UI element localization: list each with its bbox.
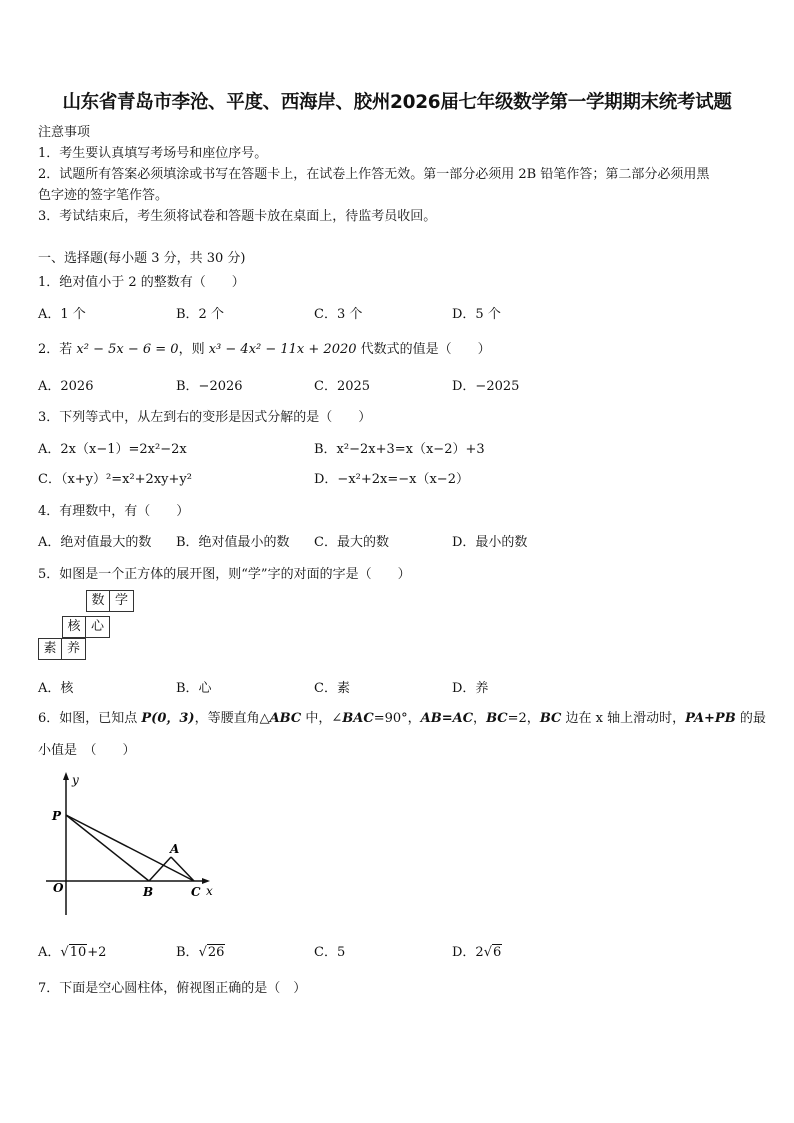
q3-option-c: C．（x+y）²=x²+2xy+y² bbox=[38, 472, 192, 487]
label-x: x bbox=[206, 884, 213, 898]
notice-item: 色字迹的签字笔作答。 bbox=[38, 188, 169, 203]
net-cell-xin: 心 bbox=[86, 616, 110, 638]
net-row bbox=[62, 616, 110, 638]
label-b: B bbox=[143, 885, 154, 899]
sqrt-sign: √ bbox=[483, 945, 492, 960]
label-o: O bbox=[53, 881, 64, 895]
label-y: y bbox=[72, 773, 79, 787]
coordinate-figure bbox=[38, 770, 228, 920]
q6-option-b: B．√26 bbox=[176, 945, 225, 960]
net-cell-xue: 学 bbox=[110, 590, 134, 612]
q2-option-b: B．−2026 bbox=[176, 379, 243, 394]
segment-ac bbox=[171, 857, 194, 881]
q6-option-c: C．5 bbox=[314, 945, 346, 960]
q4-option-b: B．绝对值最小的数 bbox=[176, 535, 290, 550]
q1-option-c: C．3 个 bbox=[314, 307, 363, 322]
net-cell bbox=[86, 590, 134, 612]
q4-option-d: D．最小的数 bbox=[452, 535, 528, 550]
net-cell-su: 素 bbox=[38, 638, 62, 660]
q5-option-d: D．养 bbox=[452, 681, 489, 696]
notice-item: 1．考生要认真填写考场号和座位序号。 bbox=[38, 146, 268, 161]
question-4-stem: 4．有理数中，有（ ） bbox=[38, 504, 190, 519]
notice-item: 2．试题所有答案必须填涂或书写在答题卡上，在试卷上作答无效。第一部分必须用 2B 铅笔作答；第二部分必须用黑 bbox=[38, 167, 710, 182]
q2-option-a: A．2026 bbox=[38, 379, 94, 394]
q1-option-a: A．1 个 bbox=[38, 307, 86, 322]
q5-option-a: A．核 bbox=[38, 681, 74, 696]
segment-ba bbox=[149, 857, 171, 881]
question-6-stem: 6．如图，已知点 P(0，3)，等腰直角△ABC 中，∠BAC=90°，AB=AC，BC=2，BC 边在 x 轴上滑动时，PA+PB 的最 bbox=[38, 711, 766, 726]
expression: x³ − 4x² − 11x + 2020 bbox=[208, 342, 357, 357]
q6-option-a: A．√10+2 bbox=[38, 945, 107, 960]
segment-pb bbox=[66, 815, 149, 881]
q3-option-b: B．x²−2x+3=x（x−2）+3 bbox=[314, 442, 485, 457]
q1-option-d: D．5 个 bbox=[452, 307, 501, 322]
question-1-stem: 1．绝对值小于 2 的整数有（ ） bbox=[38, 275, 245, 290]
label-p: P bbox=[52, 809, 62, 823]
notice-item: 3．考试结束后，考生须将试卷和答题卡放在桌面上，待监考员收回。 bbox=[38, 209, 437, 224]
q1-option-b: B．2 个 bbox=[176, 307, 224, 322]
cube-net-figure bbox=[38, 590, 138, 662]
q2-option-c: C．2025 bbox=[314, 379, 371, 394]
y-arrow bbox=[63, 772, 69, 780]
sqrt-sign: √ bbox=[60, 945, 69, 960]
question-6-stem-cont: 小值是 （ ） bbox=[38, 743, 136, 758]
question-7-stem: 7．下面是空心圆柱体，俯视图正确的是（ ） bbox=[38, 981, 307, 996]
notice-heading: 注意事项 bbox=[38, 125, 91, 140]
q5-option-b: B．心 bbox=[176, 681, 212, 696]
net-row bbox=[38, 638, 86, 660]
question-5-stem: 5．如图是一个正方体的展开图，则“学”字的对面的字是（ ） bbox=[38, 567, 411, 582]
q5-option-c: C．素 bbox=[314, 681, 350, 696]
question-2-stem: 2．若 x² − 5x − 6 = 0，则 x³ − 4x² − 11x + 2020 代数式的值是（ ） bbox=[38, 342, 491, 357]
q4-option-c: C．最大的数 bbox=[314, 535, 389, 550]
q4-option-a: A．绝对值最大的数 bbox=[38, 535, 152, 550]
question-3-stem: 3．下列等式中，从左到右的变形是因式分解的是（ ） bbox=[38, 410, 372, 425]
net-cell-shu: 数 bbox=[86, 590, 110, 612]
q6-option-d: D．2√6 bbox=[452, 945, 502, 960]
q3-option-d: D．−x²+2x=−x（x−2） bbox=[314, 472, 469, 487]
label-c: C bbox=[191, 885, 201, 899]
q3-option-a: A．2x（x−1）=2x²−2x bbox=[38, 442, 187, 457]
label-a: A bbox=[170, 842, 180, 856]
net-cell-yang: 养 bbox=[62, 638, 86, 660]
q2-option-d: D．−2025 bbox=[452, 379, 520, 394]
sqrt-sign: √ bbox=[198, 945, 207, 960]
page-title: 山东省青岛市李沧、平度、西海岸、胶州2026届七年级数学第一学期期末统考试题 bbox=[62, 92, 732, 113]
section-heading: 一、选择题(每小题 3 分，共 30 分) bbox=[38, 251, 246, 266]
net-cell-he: 核 bbox=[62, 616, 86, 638]
equation: x² − 5x − 6 = 0 bbox=[76, 342, 179, 357]
